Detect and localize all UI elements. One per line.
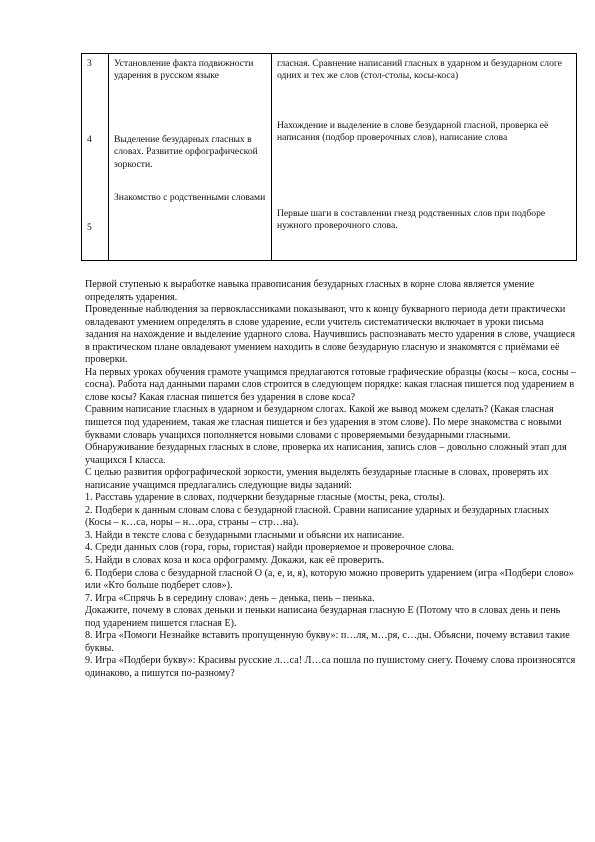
- content-find-vowel: Нахождение и выделение в слове безударной гласной, проверка её написания (подбор проверочных слов), написание слова: [277, 120, 549, 144]
- topic-cell: [109, 54, 272, 261]
- paragraph: Первой ступенью к выработке навыка правописания безударных гласных в корне слова является умение определять ударения.: [85, 279, 535, 303]
- paragraph: На первых уроках обучения грамоте учащимся предлагаются готовые графические образцы (косы – коса, сосны – сосна). Работа над данными парами слов строится в следующем порядке: какая гласная пишется под ударением в слове косы? Какая гласная пишется без ударения в слове коса?: [85, 366, 577, 403]
- body-text: [85, 279, 577, 681]
- topic-stress-mobility: Установление факта подвижности ударения в русском языке: [114, 58, 254, 82]
- task-item: 6. Подбери слова с безударной гласной О (а, е, и, я), которую можно проверить ударением (игра «Подбери слово» или «Кто больше подберет слов»).: [85, 567, 574, 592]
- task-item: 4. Среди данных слов (гора, горы, гористая) найди проверяемое и проверочное слова.: [85, 542, 455, 554]
- paragraph: Сравним написание гласных в ударном и безударном слогах. Какой же вывод можем сделать? (Какая гласная пишется под ударением, такая же гласная пишется и без ударения в этом слове). По мере знакомства с новыми буквами словарь учащихся пополняется новыми словами с проверяемыми безударными гласными. Обнаруживание безударных гласных в слове, проверка их написания, запись слов – довольно сложный этап для учащихся I класса.: [85, 404, 567, 466]
- number-cell: [82, 54, 109, 261]
- task-item: 3. Найди в тексте слова с безударными гласными и объясни их написание.: [85, 529, 405, 541]
- topic-related-words: Знакомство с родственными словами: [114, 192, 266, 203]
- row-number-3: 3: [87, 58, 92, 69]
- row-number-5: 5: [87, 222, 92, 233]
- lesson-plan-table: [81, 53, 577, 261]
- content-cell: [272, 54, 577, 261]
- task-item: 8. Игра «Помоги Незнайке вставить пропущенную букву»: п…ля, м…ря, с…ды. Объясни, почему вставил такие буквы.: [85, 630, 570, 654]
- task-item: 2. Подбери к данным словам слова с безударной гласной. Сравни написание ударных и безударных гласных (Косы – к…са, норы – н…ора, страны – стр…на).: [85, 504, 550, 529]
- task-item: 1. Расставь ударение в словах, подчеркни безударные гласные (мосты, река, столы).: [85, 492, 446, 504]
- task-item: 9. Игра «Подбери букву»: Красивы русские л…са! Л…са пошла по пушистому снегу. Почему слова произносятся одинаково, а пишутся по-разному?: [85, 655, 576, 679]
- table-row: [82, 54, 577, 261]
- paragraph: С целью развития орфографической зоркости, умения выделять безударные гласные в словах, проверять их написание учащимся предлагались следующие виды заданий:: [85, 467, 549, 491]
- task-item: 7. Игра «Спрячь Ь в середину слова»: день – денька, пень – пенька.: [85, 592, 375, 604]
- paragraph: Докажите, почему в словах деньки и пеньки написана безударная гласную Е (Потому что в словах день и пень под ударением пишется гласная Е).: [85, 605, 561, 629]
- task-item: 5. Найди в словах коза и коса орфограмму. Докажи, как её проверить.: [85, 555, 385, 567]
- content-word-families: Первые шаги в составлении гнезд родственных слов при подборе нужного проверочного слова.: [277, 208, 546, 232]
- row-number-4: 4: [87, 134, 92, 145]
- topic-unstressed-vowels: Выделение безударных гласных в словах. Развитие орфографической зоркости.: [114, 134, 258, 170]
- content-compare-vowels: гласная. Сравнение написаний гласных в ударном и безударном слоге одних и тех же слов (стол-столы, косы-коса): [277, 58, 562, 82]
- paragraph: Проведенные наблюдения за первоклассниками показывают, что к концу букварного периода дети практически овладевают умением определять в слове ударение, если учитель систематически включает в уроки письма задания на нахождение и выделение ударного слова. Научившись распознавать место ударения в слове, учащиеся в практическом плане овладевают умением находить в слове безударную гласную и знакомятся с приёмами её проверки.: [85, 304, 576, 366]
